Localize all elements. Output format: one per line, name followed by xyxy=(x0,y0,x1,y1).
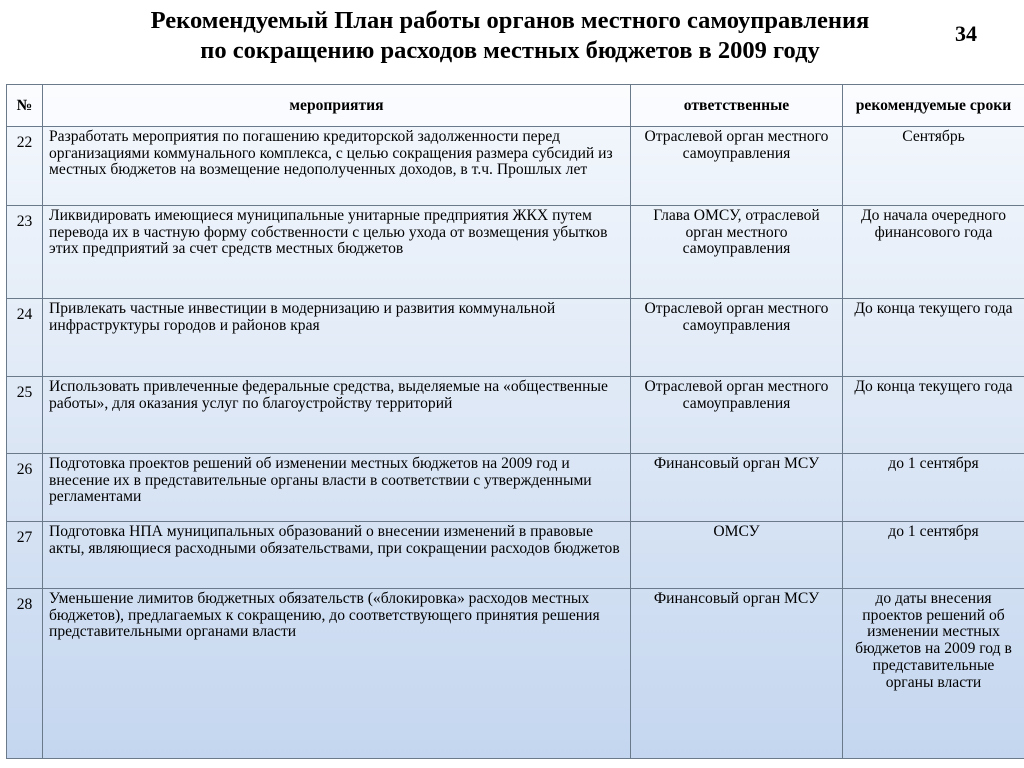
row-responsible: Финансовый орган МСУ xyxy=(631,454,843,522)
table-row xyxy=(7,522,1024,589)
row-measure: Привлекать частные инвестиции в модернизацию и развития коммунальной инфраструктуры городов и районов края xyxy=(43,299,631,377)
row-responsible: Отраслевой орган местного самоуправления xyxy=(631,127,843,206)
header-responsible: ответственные xyxy=(631,85,843,127)
row-responsible: Отраслевой орган местного самоуправления xyxy=(631,299,843,377)
page-number: 34 xyxy=(955,21,977,46)
row-number: 22 xyxy=(7,127,43,206)
row-term: До конца текущего года xyxy=(843,377,1024,454)
slide-title xyxy=(60,6,960,66)
row-responsible: Глава ОМСУ, отраслевой орган местного самоуправления xyxy=(631,206,843,299)
row-term: Сентябрь xyxy=(843,127,1024,206)
title-line-2: по сокращению расходов местных бюджетов в 2009 году xyxy=(200,37,820,64)
row-measure: Разработать мероприятия по погашению кредиторской задолженности перед организациями коммунального комплекса, с целью сокращения размера субсидий из местных бюджетов на возмещение недополученных доходов, в т.ч. Прошлых лет xyxy=(43,127,631,206)
row-responsible: ОМСУ xyxy=(631,522,843,589)
row-measure: Подготовка НПА муниципальных образований о внесении изменений в правовые акты, являющиеся расходными обязательствами, при сокращении расходов бюджетов xyxy=(43,522,631,589)
table-row xyxy=(7,454,1024,522)
row-number: 25 xyxy=(7,377,43,454)
row-number: 23 xyxy=(7,206,43,299)
row-responsible: Финансовый орган МСУ xyxy=(631,589,843,759)
header-number: № xyxy=(7,85,43,127)
row-term: до даты внесения проектов решений об изменении местных бюджетов на 2009 год в представительные органы власти xyxy=(843,589,1024,759)
row-responsible: Отраслевой орган местного самоуправления xyxy=(631,377,843,454)
row-term: до 1 сентября xyxy=(843,522,1024,589)
row-number: 28 xyxy=(7,589,43,759)
row-term: До начала очередного финансового года xyxy=(843,206,1024,299)
table-row xyxy=(7,206,1024,299)
row-number: 24 xyxy=(7,299,43,377)
table-row xyxy=(7,127,1024,206)
row-measure: Ликвидировать имеющиеся муниципальные унитарные предприятия ЖКХ путем перевода их в частную форму собственности с целью ухода от возмещения убытков этих предприятий за счет средств местных бюджетов xyxy=(43,206,631,299)
table-row xyxy=(7,299,1024,377)
header-terms: рекомендуемые сроки xyxy=(843,85,1024,127)
row-measure: Уменьшение лимитов бюджетных обязательств («блокировка» расходов местных бюджетов), предлагаемых к сокращению, до соответствующего принятия решения представительными органами власти xyxy=(43,589,631,759)
row-number: 26 xyxy=(7,454,43,522)
row-measure: Подготовка проектов решений об изменении местных бюджетов на 2009 год и внесение их в представительные органы власти в соответствии с утвержденными регламентами xyxy=(43,454,631,522)
row-term: До конца текущего года xyxy=(843,299,1024,377)
title-line-1: Рекомендуемый План работы органов местного самоуправления xyxy=(150,7,870,34)
table-header-row xyxy=(7,85,1024,127)
table-row xyxy=(7,589,1024,759)
row-term: до 1 сентября xyxy=(843,454,1024,522)
header-measures: мероприятия xyxy=(43,85,631,127)
plan-table xyxy=(6,84,1024,759)
row-number: 27 xyxy=(7,522,43,589)
table-row xyxy=(7,377,1024,454)
row-measure: Использовать привлеченные федеральные средства, выделяемые на «общественные работы», для оказания услуг по благоустройству территорий xyxy=(43,377,631,454)
